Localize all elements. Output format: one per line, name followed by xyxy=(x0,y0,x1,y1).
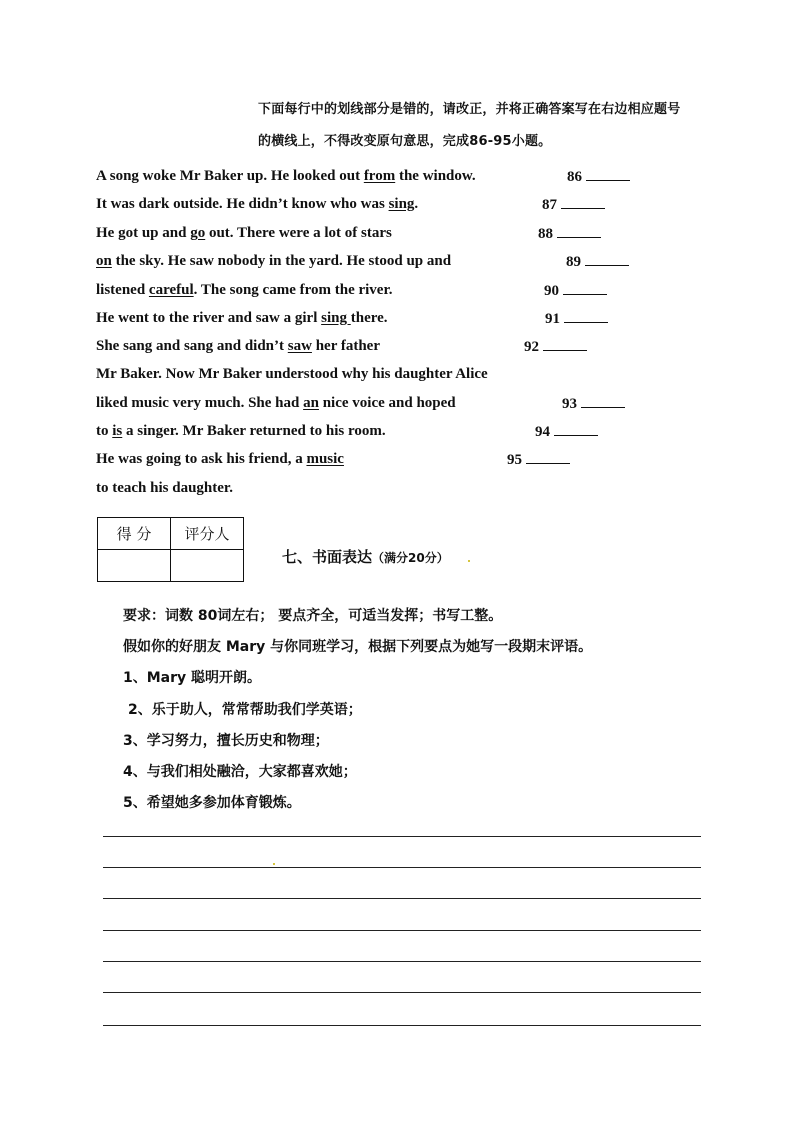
answer-blank[interactable] xyxy=(507,451,570,469)
passage-line xyxy=(96,282,393,299)
score-table xyxy=(97,517,244,582)
speck xyxy=(468,560,470,562)
passage-line xyxy=(96,168,476,185)
task-description: 假如你的好朋友 Mary 与你同班学习，根据下列要点为她写一段期末评语。 xyxy=(123,639,593,655)
underlined-error: saw xyxy=(287,338,312,354)
underlined-error: on xyxy=(96,253,112,269)
answer-line[interactable] xyxy=(585,253,629,266)
question-number: 87 xyxy=(542,197,557,213)
text: a singer. Mr Baker returned to his room. xyxy=(122,423,386,439)
question-number: 89 xyxy=(566,254,581,270)
text: He was going to ask his friend, a xyxy=(96,451,307,467)
answer-line[interactable] xyxy=(554,423,598,436)
text: liked music very much. She had xyxy=(96,395,304,411)
answer-line[interactable] xyxy=(564,310,608,323)
passage-line xyxy=(96,225,392,242)
answer-blank[interactable] xyxy=(524,338,587,356)
requirement-line: 要求：词数 80词左右； 要点齐全，可适当发挥；书写工整。 xyxy=(123,608,503,624)
writing-line[interactable] xyxy=(103,867,701,868)
question-number: 95 xyxy=(507,452,522,468)
text: out. There were a lot of stars xyxy=(205,225,392,241)
text: . xyxy=(414,196,419,212)
question-number: 88 xyxy=(538,226,553,242)
point-3: 3、学习努力，擅长历史和物理； xyxy=(123,733,329,749)
instruction-line-1: 下面每行中的划线部分是错的，请改正，并将正确答案写在右边相应题号 xyxy=(258,102,681,117)
answer-line[interactable] xyxy=(563,282,607,295)
writing-line[interactable] xyxy=(103,898,701,899)
writing-line[interactable] xyxy=(103,930,701,931)
passage-line xyxy=(96,196,418,213)
answer-blank[interactable] xyxy=(542,196,605,214)
point-2: 2、乐于助人，常常帮助我们学英语； xyxy=(128,702,362,718)
answer-line[interactable] xyxy=(561,196,605,209)
score-cell[interactable] xyxy=(98,550,171,582)
text: . The song came from the river. xyxy=(193,282,393,298)
passage-line xyxy=(96,395,456,412)
speck xyxy=(273,863,275,865)
question-number: 93 xyxy=(562,396,577,412)
text: nice voice and hoped xyxy=(318,395,456,411)
section-title-text: 七、书面表达 xyxy=(282,548,373,566)
passage-line xyxy=(96,423,386,440)
text: the window. xyxy=(395,168,476,184)
underlined-error: from xyxy=(363,168,396,184)
text: He went to the river and saw a girl xyxy=(96,310,322,326)
question-number: 86 xyxy=(567,169,582,185)
answer-line[interactable] xyxy=(543,338,587,351)
underlined-error: music xyxy=(306,451,344,467)
section-score-note: （满分20分） xyxy=(372,551,449,565)
answer-line[interactable] xyxy=(526,451,570,464)
grader-label: 评分人 xyxy=(171,518,244,550)
underlined-error: sing xyxy=(388,196,415,212)
point-5: 5、希望她多参加体育锻炼。 xyxy=(123,795,301,811)
passage-line xyxy=(96,253,451,270)
answer-blank[interactable] xyxy=(544,282,607,300)
writing-line[interactable] xyxy=(103,1025,701,1026)
answer-line[interactable] xyxy=(581,395,625,408)
passage-line xyxy=(96,480,233,497)
passage-line xyxy=(96,338,380,355)
answer-blank[interactable] xyxy=(567,168,630,186)
underlined-error: is xyxy=(112,423,123,439)
writing-line[interactable] xyxy=(103,992,701,993)
text: the sky. He saw nobody in the yard. He stood up and xyxy=(111,253,452,269)
writing-line[interactable] xyxy=(103,961,701,962)
underlined-error: careful xyxy=(148,282,194,298)
text: to teach his daughter. xyxy=(96,480,233,496)
answer-blank[interactable] xyxy=(562,395,625,413)
answer-blank[interactable] xyxy=(535,423,598,441)
text: her father xyxy=(311,338,380,354)
question-number: 92 xyxy=(524,339,539,355)
answer-blank[interactable] xyxy=(566,253,629,271)
text: He got up and xyxy=(96,225,191,241)
instruction-line-2: 的横线上，不得改变原句意思，完成86-95小题。 xyxy=(258,134,552,149)
question-number: 91 xyxy=(545,311,560,327)
point-4: 4、与我们相处融洽，大家都喜欢她； xyxy=(123,764,357,780)
text: Mr Baker. Now Mr Baker understood why his daughter Alice xyxy=(96,366,488,382)
writing-line[interactable] xyxy=(103,836,701,837)
grader-cell[interactable] xyxy=(171,550,244,582)
point-1: 1、Mary 聪明开朗。 xyxy=(123,670,262,686)
underlined-error: sing xyxy=(321,310,351,326)
question-number: 90 xyxy=(544,283,559,299)
text: A song woke Mr Baker up. He looked out xyxy=(96,168,364,184)
underlined-error: go xyxy=(190,225,206,241)
text: there. xyxy=(350,310,388,326)
text: It was dark outside. He didn’t know who was xyxy=(96,196,389,212)
text: She sang and sang and didn’t xyxy=(96,338,288,354)
score-label: 得 分 xyxy=(98,518,171,550)
passage-line xyxy=(96,310,388,327)
text: to xyxy=(96,423,113,439)
question-number: 94 xyxy=(535,424,550,440)
answer-line[interactable] xyxy=(557,225,601,238)
answer-line[interactable] xyxy=(586,168,630,181)
answer-blank[interactable] xyxy=(538,225,601,243)
section-title xyxy=(282,546,449,567)
text: listened xyxy=(96,282,149,298)
underlined-error: an xyxy=(303,395,319,411)
passage-line xyxy=(96,366,488,383)
answer-blank[interactable] xyxy=(545,310,608,328)
passage-line xyxy=(96,451,344,468)
